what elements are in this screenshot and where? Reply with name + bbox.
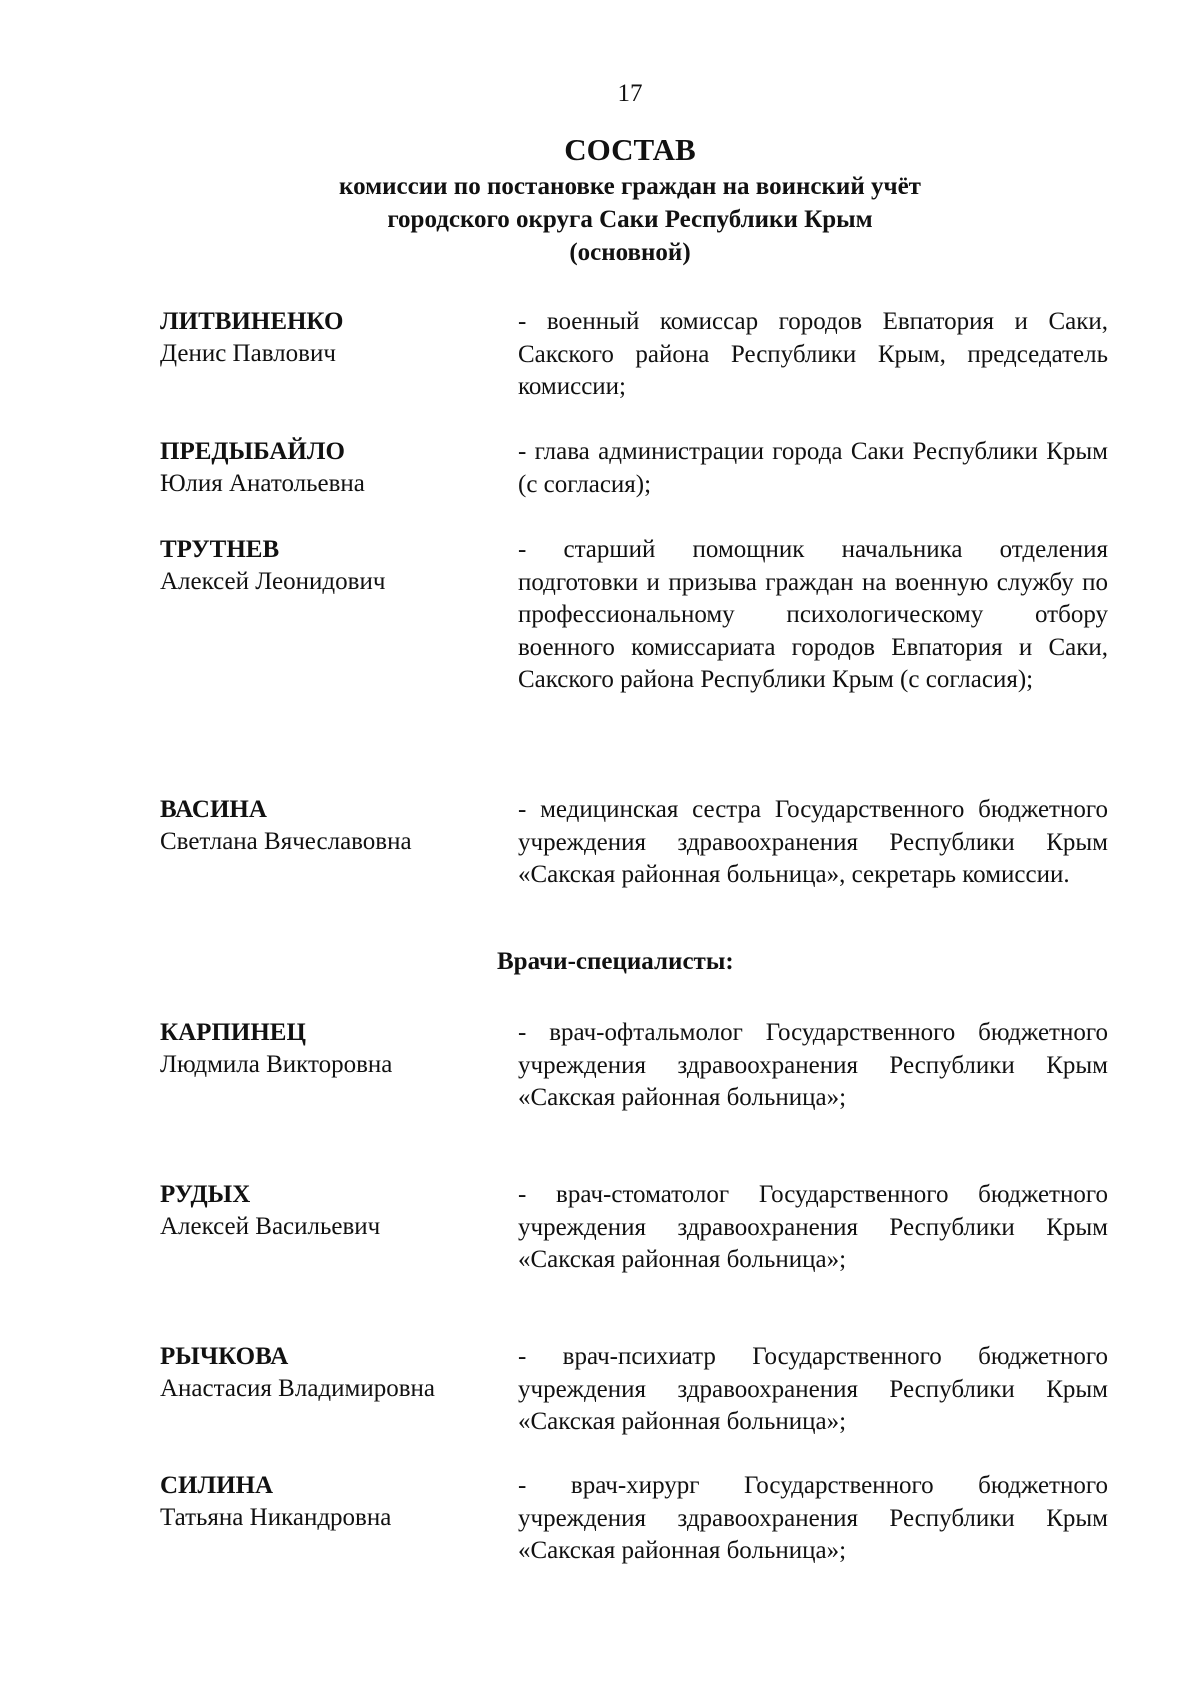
heading-line-3: (основной) [569, 239, 691, 266]
page-number: 17 [617, 80, 643, 107]
member-role: - медицинская сестра Государственного бюджетного учреждения здравоохранения Республики Крым «Сакская районная больница», секретарь комиссии. [518, 796, 1108, 888]
member-given-name: Юлия Анатольевна [160, 470, 365, 497]
member-name [160, 1017, 500, 1081]
specialists-heading: Врачи-специалисты: [497, 948, 734, 975]
member-given-name: Людмила Викторовна [160, 1051, 393, 1078]
document-heading [100, 130, 1160, 269]
member-surname: КАРПИНЕЦ [160, 1019, 306, 1046]
heading-line-2: городского округа Саки Республики Крым [387, 206, 873, 233]
member-given-name: Алексей Васильевич [160, 1213, 381, 1240]
member-name [160, 1470, 500, 1534]
member-surname: СИЛИНА [160, 1472, 274, 1499]
member-role: - глава администрации города Саки Республики Крым (с согласия); [518, 438, 1108, 498]
heading-title: СОСТАВ [564, 132, 696, 167]
member-role: - военный комиссар городов Евпатория и Саки, Сакского района Республики Крым, председатель комиссии; [518, 308, 1108, 400]
member-surname: ЛИТВИНЕНКО [160, 308, 344, 335]
member-given-name: Денис Павлович [160, 340, 336, 367]
member-name [160, 534, 500, 598]
member-name [160, 436, 500, 500]
member-name [160, 794, 500, 858]
member-given-name: Анастасия Владимировна [160, 1375, 435, 1402]
member-role: - старший помощник начальника отделения подготовки и призыва граждан на военную службу по профессиональному психологическому отбору военного комиссариата городов Евпатория и Саки, Сакского района Республики Крым (с согласия); [518, 536, 1108, 693]
member-name [160, 1179, 500, 1243]
member-surname: ВАСИНА [160, 796, 267, 823]
member-surname: РЫЧКОВА [160, 1343, 289, 1370]
member-surname: ПРЕДЫБАЙЛО [160, 438, 345, 465]
member-given-name: Светлана Вячеславовна [160, 828, 412, 855]
member-name [160, 1341, 500, 1405]
heading-line-1: комиссии по постановке граждан на воинский учёт [339, 173, 921, 200]
member-given-name: Татьяна Никандровна [160, 1504, 392, 1531]
member-role: - врач-психиатр Государственного бюджетного учреждения здравоохранения Республики Крым «Сакская районная больница»; [518, 1343, 1108, 1435]
member-role: - врач-стоматолог Государственного бюджетного учреждения здравоохранения Республики Крым «Сакская районная больница»; [518, 1181, 1108, 1273]
member-surname: ТРУТНЕВ [160, 536, 280, 563]
member-given-name: Алексей Леонидович [160, 568, 386, 595]
member-surname: РУДЫХ [160, 1181, 251, 1208]
member-role: - врач-хирург Государственного бюджетного учреждения здравоохранения Республики Крым «Сакская районная больница»; [518, 1472, 1108, 1564]
member-name [160, 306, 500, 370]
member-role: - врач-офтальмолог Государственного бюджетного учреждения здравоохранения Республики Крым «Сакская районная больница»; [518, 1019, 1108, 1111]
